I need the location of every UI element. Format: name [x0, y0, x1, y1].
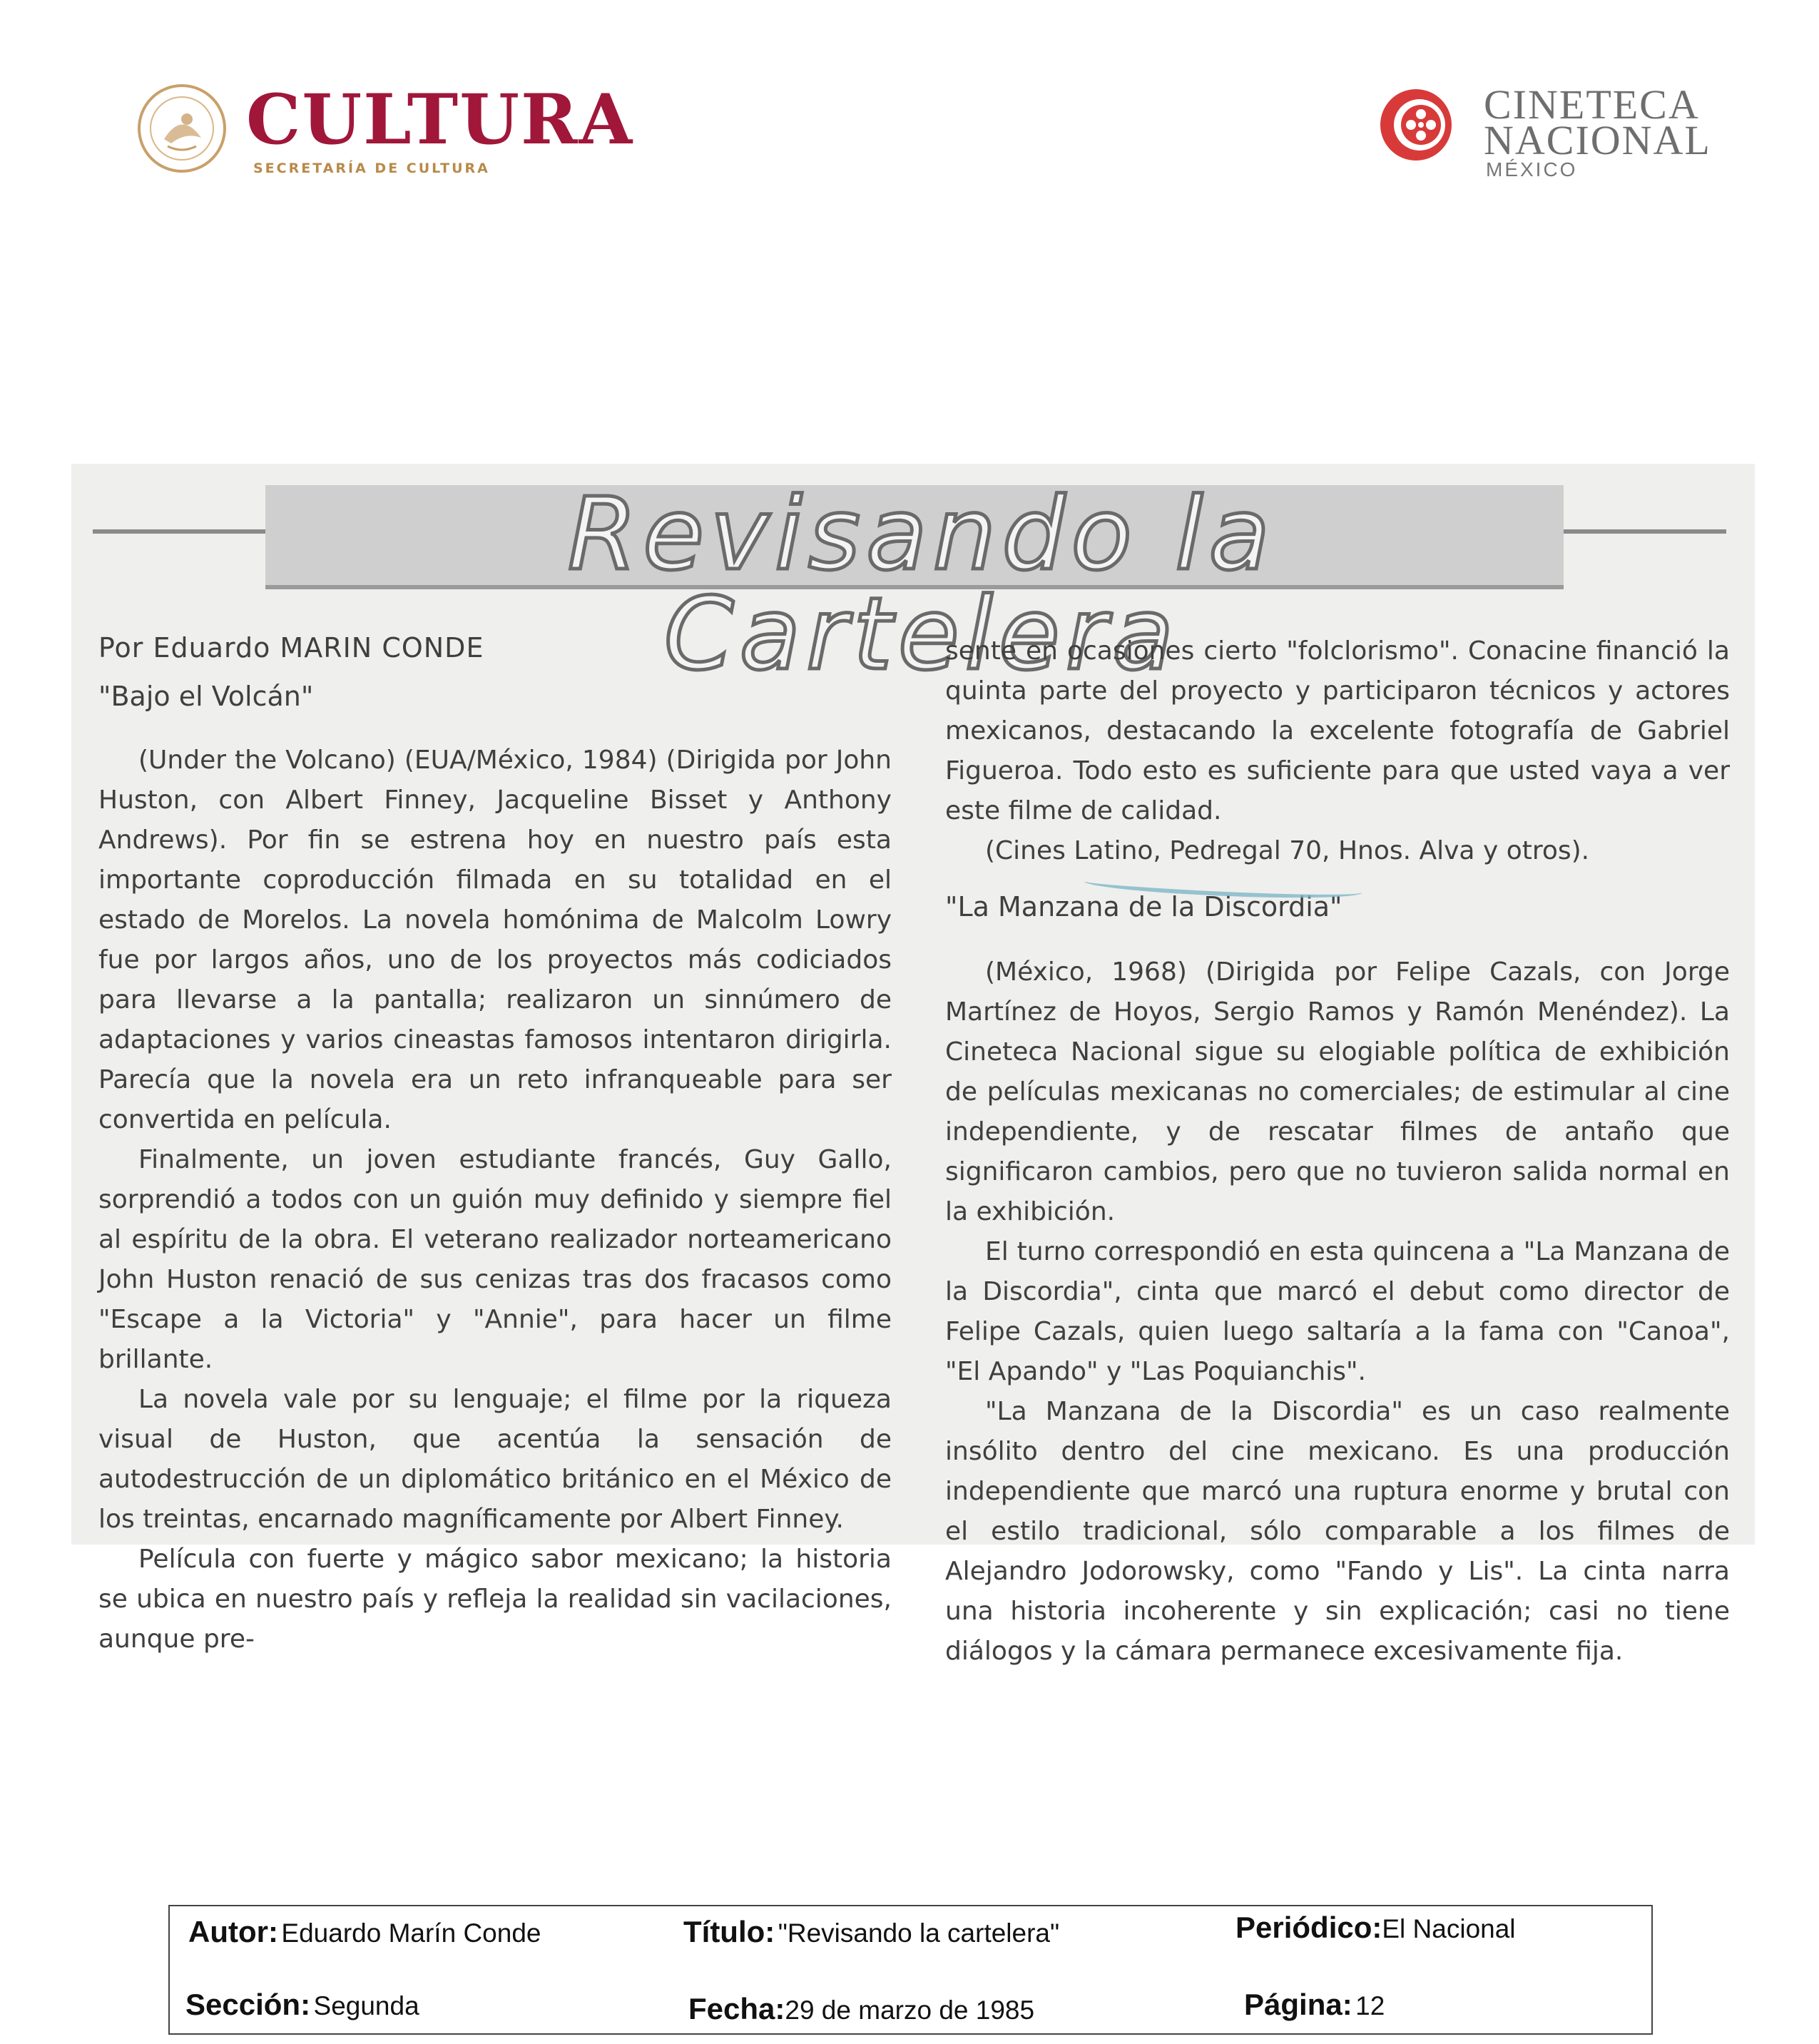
article-column-right	[945, 631, 1730, 1672]
article1-title: "Bajo el Volcán"	[98, 681, 314, 712]
cineteca-logo	[1377, 81, 1711, 180]
article-column-left	[98, 628, 892, 1659]
seccion-field	[185, 1988, 419, 2022]
article1-paragraph: Finalmente, un joven estudiante francés, Guy Gallo, sorprendió a todos con un guión muy definido y siempre fiel al espíritu de la obra. El veterano realizador norteamericano John Huston renació de sus cenizas tras dos fracasos como "Escape a la Victoria" y "Annie", para hacer un filme brillante.	[98, 1145, 892, 1374]
byline: Por Eduardo MARIN CONDE	[98, 632, 484, 663]
seccion-label: Sección:	[185, 1988, 311, 2021]
pagina-value: 12	[1355, 1991, 1385, 2020]
autor-label: Autor:	[188, 1915, 278, 1948]
cineteca-line2: NACIONAL	[1484, 117, 1711, 163]
article2-paragraph: "La Manzana de la Discordia" es un caso realmente insólito dentro del cine mexicano. Es una producción independiente que marcó una ruptura enorme y brutal con el estilo tradicional, sólo comparable a los filmes de Alejandro Jodorowsky, como "Fando y Lis". La cinta narra una historia incoherente y sin explicación; casi no tiene diálogos y la cámara permanece excesivamente fija.	[945, 1397, 1730, 1666]
article1-paragraph: La novela vale por su lenguaje; el filme por la riqueza visual de Huston, que acentúa la sensación de autodestrucción de un diplomático británico en el México de los treintas, encarnado magníficamente por Albert Finney.	[98, 1385, 892, 1534]
article1-continuation: sente en ocasiones cierto "folclorismo". Conacine financió la quinta parte del proyecto y participaron técnicos y actores mexicanos, destacando la excelente fotografía de Gabriel Figueroa. Todo esto es suficiente para que usted vaya a ver este filme de calidad.	[945, 636, 1730, 825]
article2-paragraph: El turno correspondió en esta quincena a "La Manzana de la Discordia", cinta que marcó el debut como director de Felipe Cazals, quien luego saltaría a la fama con "Canoa", "El Apando" y "Las Poquianchis".	[945, 1237, 1730, 1386]
newspaper-clipping	[71, 464, 1755, 1666]
masthead-rule-left	[93, 529, 285, 534]
cineteca-country: MÉXICO	[1486, 158, 1578, 180]
titulo-label: Título:	[683, 1915, 775, 1948]
cineteca-line1: CINETECA	[1484, 81, 1700, 128]
fecha-value: 29 de marzo de 1985	[785, 1995, 1035, 2025]
fecha-label: Fecha:	[688, 1992, 785, 2025]
masthead-title: Revisando la Cartelera	[567, 477, 1276, 693]
pagina-label: Página:	[1244, 1988, 1352, 2021]
periodico-value: El Nacional	[1382, 1914, 1516, 1943]
fecha-field	[688, 1992, 1034, 2026]
article2-title: "La Manzana de la Discordia"	[945, 891, 1342, 922]
article1-paragraph: (Under the Volcano) (EUA/México, 1984) (Dirigida por John Huston, con Albert Finney, Jacqueline Bisset y Anthony Andrews). Por fin se estrena hoy en nuestro país esta importante coproducción filmada en su totalidad en el estado de Morelos. La novela homónima de Malcolm Lowry fue por largos años, uno de los proyectos más codiciados para llevarse a la pantalla; realizaron un sinnúmero de adaptaciones y varios cineastas famosos intentaron dirigirla. Parecía que la novela era un reto infranqueable para ser convertida en película.	[98, 746, 892, 1134]
film-reel-icon	[1377, 86, 1455, 164]
article1-paragraph: Película con fuerte y mágico sabor mexicano; la historia se ubica en nuestro país y refleja la realidad sin vacilaciones, aunque pre-	[98, 1545, 892, 1654]
periodico-label: Periódico:	[1235, 1911, 1382, 1944]
cineteca-name	[1484, 81, 1711, 163]
titulo-field	[683, 1915, 1059, 1949]
article2-paragraph: (México, 1968) (Dirigida por Felipe Cazals, con Jorge Martínez de Hoyos, Sergio Ramos y Ramón Menéndez). La Cineteca Nacional sigue su elogiable política de exhibición de películas mexicanas no comerciales; de estimular al cine independiente, y de rescatar filmes de antaño que significaron cambios, pero que no tuvieron salida normal en la exhibición.	[945, 957, 1730, 1226]
cultura-logo	[136, 78, 634, 185]
autor-value: Eduardo Marín Conde	[281, 1918, 541, 1948]
titulo-value: "Revisando la cartelera"	[778, 1918, 1060, 1948]
masthead-rule-right	[1562, 529, 1726, 534]
mexican-coat-of-arms-icon	[136, 82, 228, 175]
cultura-wordmark: CULTURA	[246, 79, 634, 160]
autor-field	[188, 1915, 541, 1949]
periodico-field	[1235, 1911, 1516, 1945]
seccion-value: Segunda	[313, 1991, 419, 2020]
pagina-field	[1244, 1988, 1385, 2022]
metadata-box	[168, 1905, 1653, 2035]
cultura-subtitle: SECRETARÍA DE CULTURA	[253, 161, 490, 176]
article1-venues: (Cines Latino, Pedregal 70, Hnos. Alva y otros).	[985, 836, 1590, 865]
